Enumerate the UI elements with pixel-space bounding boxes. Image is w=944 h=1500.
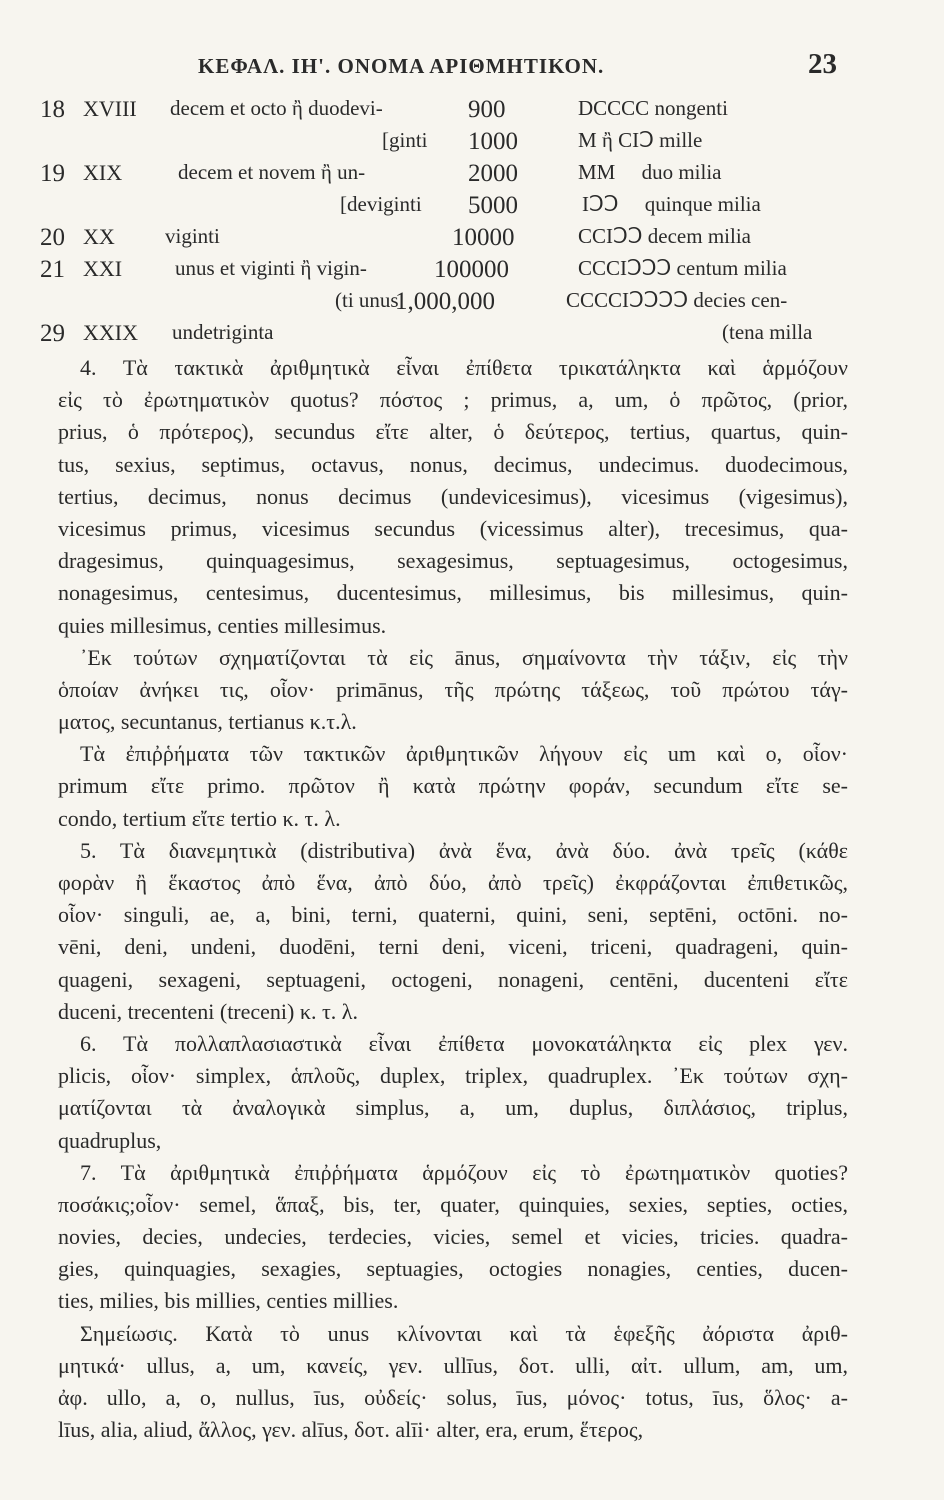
roman-value: DCCCC nongenti [578,96,728,120]
body-line: condo, tertium εἴτε tertio κ. τ. λ. [58,805,341,831]
roman-value: CCIↃↃ decem milia [578,224,751,248]
table-row [0,320,944,354]
latin-name: viginti [165,224,220,248]
row-number: 18 [40,96,65,123]
page-header [0,48,944,88]
table-row [0,160,944,194]
body-line: dragesimus, quinquagesimus, sexagesimus, septuagesimus, octogesimus, [58,548,848,574]
body-line: primum εἴτε primo. πρῶτον ἢ κατὰ πρώτην φοράν, secundum εἴτε se- [58,773,848,799]
roman-numeral: XXI [83,256,123,281]
roman-value: CCCCIↃↃↃↃ decies cen- [566,288,788,312]
body-line: novies, decies, undecies, terdecies, vicies, semel et vicies, tricies. quadra- [58,1224,848,1250]
body-line: tus, sexius, septimus, octavus, nonus, decimus, undecimus. duodecimous, [58,451,848,477]
arabic-value: 1,000,000 [395,288,495,315]
body-line: tertius, decimus, nonus decimus (undevicesimus), vicesimus (vigesimus), [58,483,848,509]
latin-name: unus et viginti ἢ vigin- [175,256,367,280]
table-row [0,128,944,162]
body-line: ties, milies, bis millies, centies millies. [58,1288,399,1314]
row-number: 20 [40,224,65,251]
latin-name: decem et octo ἢ duodevi- [170,96,383,120]
row-number: 29 [40,320,65,347]
body-line: prius, ὁ πρότερος), secundus εἴτε alter, ὁ δεύτερος, tertius, quartus, quin- [58,419,848,445]
body-line: ματίζονται τὰ ἀναλογικὰ simplus, a, um, duplus, διπλάσιος, triplus, [58,1095,848,1121]
roman-numeral: XIX [83,160,123,185]
numerals-table [0,86,944,356]
arabic-value: 5000 [468,192,518,219]
roman-numeral: XVIII [83,96,137,121]
body-line: Σημείωσις. Κατὰ τὸ unus κλίνονται καὶ τὰ ἑφεξῆς ἀόριστα ἀριθ- [80,1320,848,1346]
body-line: 6. Τὰ πολλαπλασιαστικὰ εἶναι ἐπίθετα μονοκατάληκτα εἰς plex γεν. [80,1030,848,1056]
page-number: 23 [808,48,837,80]
roman-value: MM duo milia [578,160,722,184]
body-line: Τὰ ἐπιῤῥήματα τῶν τακτικῶν ἀριθμητικῶν λήγουν εἰς um καὶ o, οἷον· [80,741,848,767]
body-line: μητικά· ullus, a, um, κανείς, γεν. ullīus, δοτ. ulli, αἰτ. ullum, am, um, [58,1352,848,1378]
arabic-value: 900 [468,96,506,123]
body-line: ὁποίαν ἀνήκει τις, οἷον· primānus, τῆς πρώτης τάξεως, τοῦ πρώτου τάγ- [58,676,848,702]
roman-numeral: XXIX [83,320,138,345]
roman-numeral: XX [83,224,115,249]
body-line: 7. Τὰ ἀριθμητικὰ ἐπιῤῥήματα ἁρμόζουν εἰς τὸ ἐρωτηματικὸν quoties? [80,1159,848,1185]
table-row [0,256,944,290]
body-line: quies millesimus, centies millesimus. [58,612,387,638]
body-line: οἷον· singuli, ae, a, bini, terni, quaterni, quini, seni, septēni, octōni. no- [58,902,848,928]
body-line: gies, quinquagies, sexagies, septuagies, octogies nonagies, centies, ducen- [58,1256,848,1282]
table-row [0,192,944,226]
body-line: ἀφ. ullo, a, o, nullus, īus, οὐδείς· solus, īus, μόνος· totus, īus, ὅλος· a- [58,1385,848,1410]
body-line: vēni, deni, undeni, duodēni, terni deni, viceni, triceni, quadrageni, quin- [58,934,848,960]
arabic-value: 100000 [434,256,509,283]
table-row [0,224,944,258]
latin-name: (ti unus [335,288,399,312]
body-line: plicis, οἷον· simplex, ἁπλοῦς, duplex, triplex, quadruplex. ᾿Εκ τούτων σχη- [58,1063,848,1089]
body-line: duceni, trecenteni (treceni) κ. τ. λ. [58,998,358,1024]
body-line: 4. Τὰ τακτικὰ ἀριθμητικὰ εἶναι ἐπίθετα τρικατάληκτα καὶ ἁρμόζουν [80,355,848,380]
roman-value: IↃↃ quinque milia [582,192,761,216]
body-line: nonagesimus, centesimus, ducentesimus, millesimus, bis millesimus, quin- [58,580,848,606]
body-line: quadruplus, [58,1127,162,1153]
table-row [0,288,944,322]
table-row [0,96,944,130]
body-line: līus, alia, aliud, ἄλλος, γεν. alīus, δοτ. alīi· alter, era, erum, ἕτερος, [58,1417,644,1443]
body-line: vicesimus primus, vicesimus secundus (vicessimus alter), trecesimus, qua- [58,515,848,541]
body-line: εἰς τὸ ἐρωτηματικὸν quotus? πόστος ; primus, a, um, ὁ πρῶτος, (prior, [58,387,848,413]
row-number: 19 [40,160,65,187]
latin-name: decem et novem ἢ un- [178,160,366,184]
roman-value: (tena milla [722,320,813,344]
body-text [58,352,848,1446]
latin-name: [deviginti [340,192,422,216]
arabic-value: 2000 [468,160,518,187]
row-number: 21 [40,256,65,283]
roman-value: M ἢ CIↃ mille [578,128,703,152]
roman-value: CCCIↃↃↃ centum milia [578,256,787,280]
body-line: ματος, secuntanus, tertianus κ.τ.λ. [58,709,357,735]
body-line: 5. Τὰ διανεμητικὰ (distributiva) ἀνὰ ἕνα, ἀνὰ δύο. ἀνὰ τρεῖς (κάθε [80,837,848,863]
latin-name: undetriginta [172,320,274,344]
body-line: ποσάκις;οἷον· semel, ἅπαξ, bis, ter, quater, quinquies, sexies, septies, octies, [58,1191,848,1217]
running-head: ΚΕΦΑΛ. ΙΗ'. ΟΝΟΜΑ ΑΡΙΘΜΗΤΙΚΟΝ. [198,54,605,78]
body-line: quageni, sexageni, septuageni, octogeni, nonageni, centēni, ducenteni εἴτε [58,966,848,992]
arabic-value: 10000 [452,224,515,251]
body-line: φορὰν ἢ ἕκαστος ἀπὸ ἕνα, ἀπὸ δύο, ἀπὸ τρεῖς) ἐκφράζονται ἐπιθετικῶς, [58,870,848,895]
body-line: ᾿Εκ τούτων σχηματίζονται τὰ εἰς ānus, σημαίνοντα τὴν τάξιν, εἰς τὴν [80,644,848,670]
latin-name: [ginti [382,128,428,152]
arabic-value: 1000 [468,128,518,155]
